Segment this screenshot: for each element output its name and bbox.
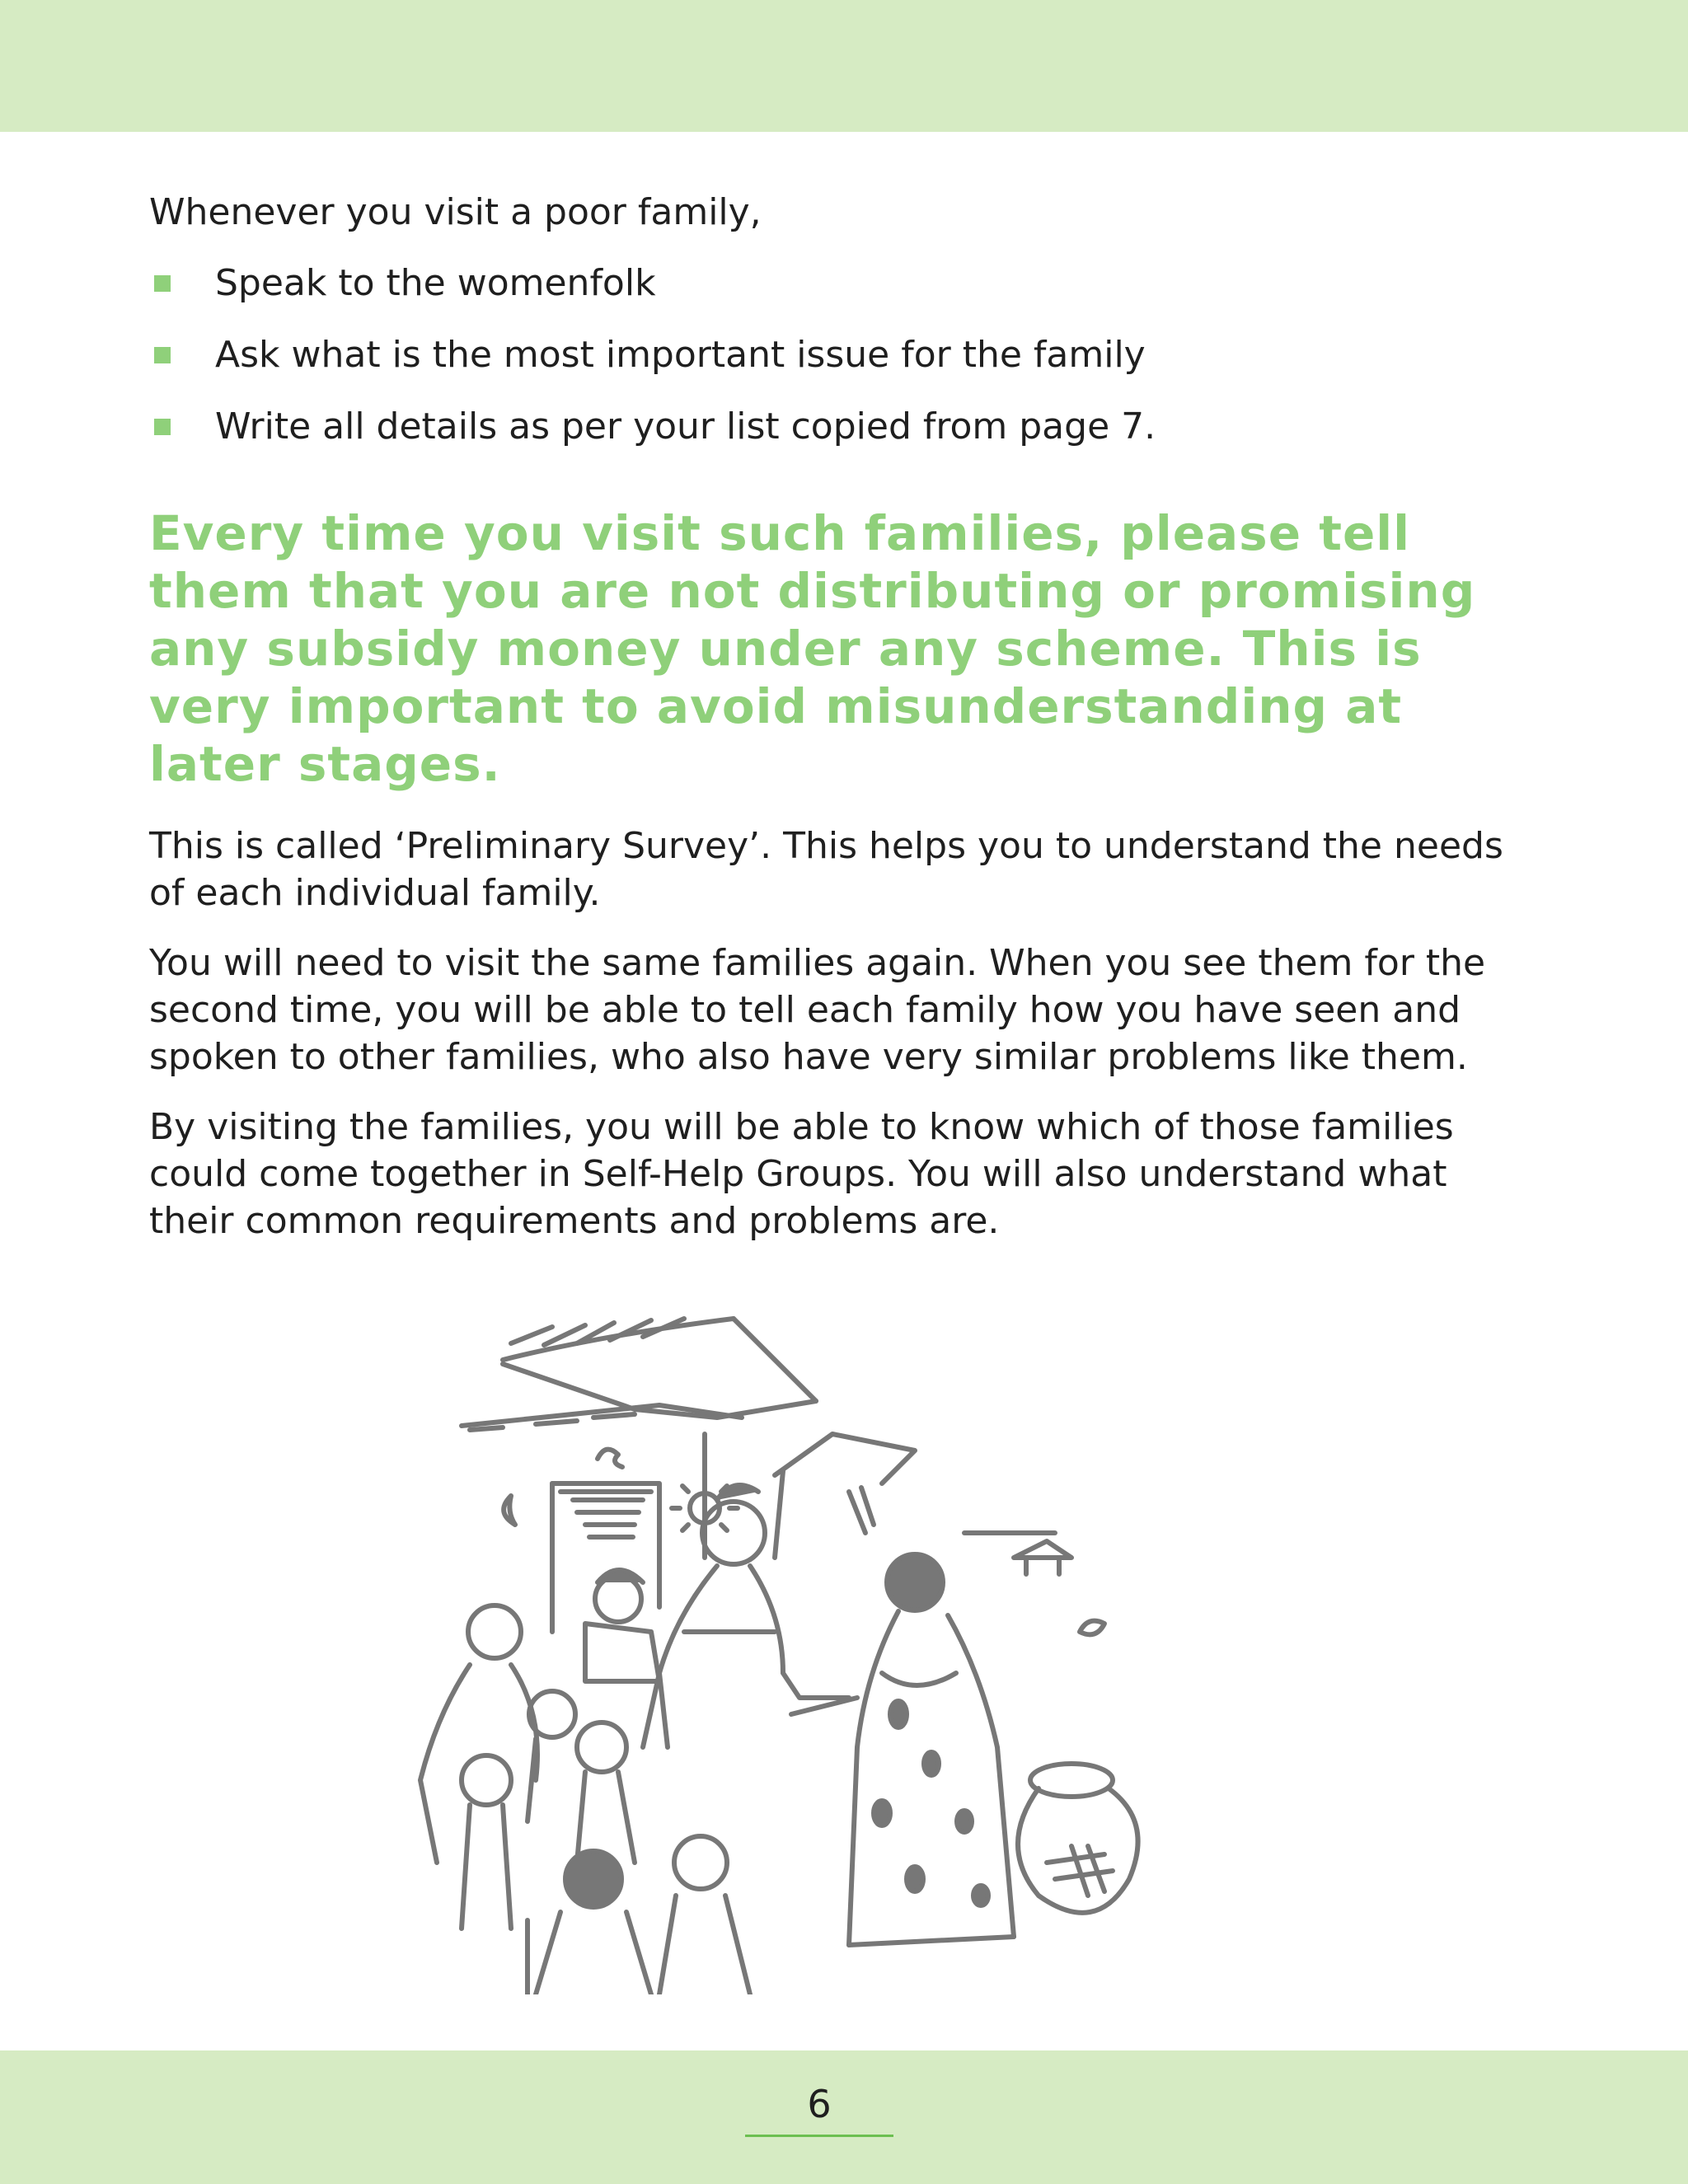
village-visit-illustration xyxy=(387,1286,1278,1994)
paragraph: You will need to visit the same families again. When you see them for the second time, you will be able to tell each family how you have seen and spoken to other families, who also have very similar problems like them. xyxy=(149,942,1486,1078)
paragraph: This is called ‘Preliminary Survey’. This helps you to understand the needs of each individual family. xyxy=(149,825,1503,914)
header-band xyxy=(0,0,1688,132)
clay-pot xyxy=(1018,1764,1138,1913)
important-notice: Every time you visit such families, please tell them that you are not distributing or promising any subsidy money under any scheme. This is very important to avoid misunderstanding at later stages. xyxy=(149,505,1476,792)
list-item xyxy=(149,259,1517,308)
list-item-text: Ask what is the most important issue for the family xyxy=(215,334,1146,376)
list-item-text: Speak to the womenfolk xyxy=(215,262,656,304)
page-number-underline xyxy=(745,2135,893,2137)
square-bullet-icon xyxy=(154,419,171,435)
list-item xyxy=(149,330,1517,380)
page-number: 6 xyxy=(807,2082,832,2126)
page-content xyxy=(149,188,1517,1268)
list-item xyxy=(149,402,1517,452)
woman-with-pot xyxy=(791,1554,1014,1945)
intro-text: Whenever you visit a poor family, xyxy=(149,191,762,233)
square-bullet-icon xyxy=(154,275,171,292)
old-man xyxy=(585,1570,659,1681)
square-bullet-icon xyxy=(154,347,171,363)
distant-hut xyxy=(775,1434,1104,1634)
paragraph: By visiting the families, you will be able to know which of those families could come together in Self-Help Groups. You will also understand what their common requirements and problems are. xyxy=(149,1106,1454,1242)
thatched-roof xyxy=(462,1319,816,1430)
visit-checklist xyxy=(149,259,1517,452)
list-item-text: Write all details as per your list copied from page 7. xyxy=(215,405,1156,448)
